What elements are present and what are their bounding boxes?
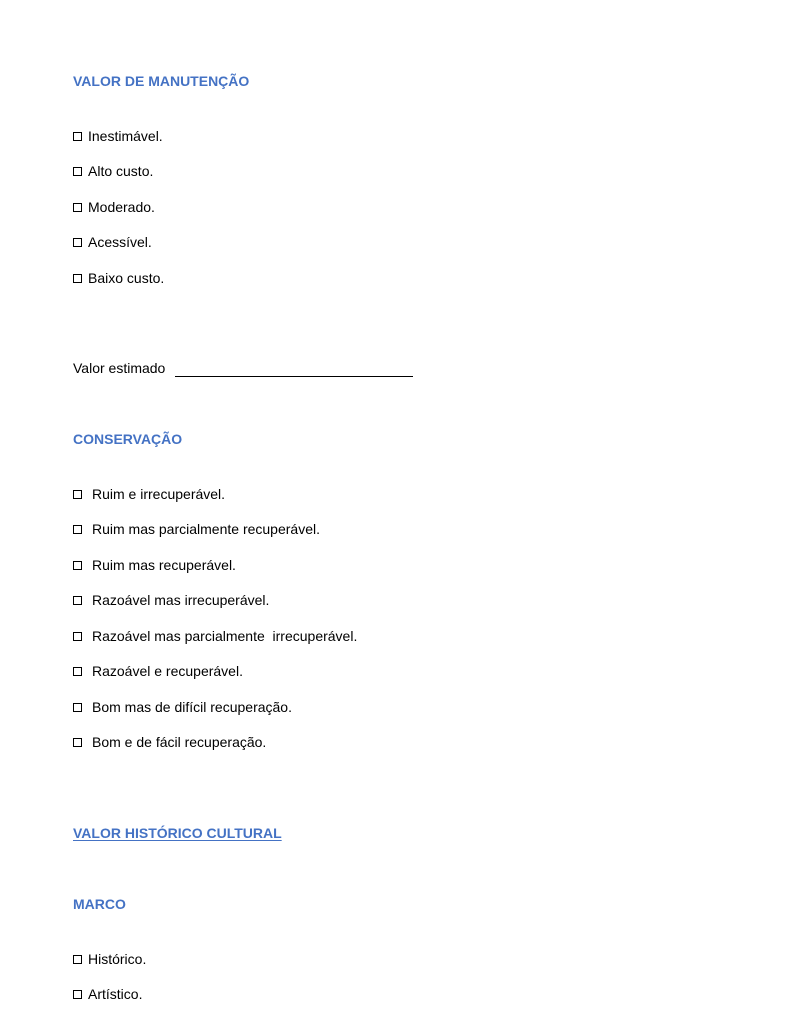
checkbox-option-baixo-custo[interactable] [73, 269, 164, 287]
checkbox-label: Ruim mas recuperável. [92, 557, 236, 573]
checkbox-label: Bom e de fácil recuperação. [92, 734, 267, 750]
checkbox-icon[interactable] [73, 167, 82, 176]
section-link-valor-historico-cultural[interactable]: VALOR HISTÓRICO CULTURAL [73, 825, 282, 841]
checkbox-option-artistico[interactable] [73, 985, 142, 1003]
valor-estimado-label: Valor estimado [73, 360, 166, 376]
checkbox-icon[interactable] [73, 132, 82, 141]
checkbox-icon[interactable] [73, 738, 82, 747]
checkbox-icon[interactable] [73, 990, 82, 999]
checkbox-label: Histórico. [88, 951, 147, 967]
checkbox-label: Inestimável. [88, 128, 163, 144]
section-title-manutencao: VALOR DE MANUTENÇÃO [73, 73, 250, 89]
checkbox-icon[interactable] [73, 203, 82, 212]
checkbox-option-conservacao-1[interactable] [73, 485, 225, 503]
checkbox-label: Bom mas de difícil recuperação. [92, 699, 292, 715]
checkbox-option-conservacao-5[interactable] [73, 627, 357, 645]
section-title-marco: MARCO [73, 896, 126, 912]
checkbox-option-conservacao-4[interactable] [73, 591, 269, 609]
valor-estimado-row [73, 359, 413, 377]
checkbox-label: Ruim mas parcialmente recuperável. [92, 521, 320, 537]
checkbox-option-conservacao-2[interactable] [73, 520, 320, 538]
checkbox-icon[interactable] [73, 667, 82, 676]
checkbox-icon[interactable] [73, 632, 82, 641]
checkbox-label: Razoável mas parcialmente irrecuperável. [92, 628, 358, 644]
checkbox-label: Moderado. [88, 199, 155, 215]
checkbox-icon[interactable] [73, 561, 82, 570]
checkbox-option-conservacao-6[interactable] [73, 662, 243, 680]
checkbox-icon[interactable] [73, 703, 82, 712]
valor-estimado-field[interactable] [175, 361, 413, 377]
checkbox-option-conservacao-8[interactable] [73, 733, 266, 751]
checkbox-label: Acessível. [88, 234, 152, 250]
checkbox-label: Razoável e recuperável. [92, 663, 243, 679]
checkbox-icon[interactable] [73, 955, 82, 964]
checkbox-option-inestimavel[interactable] [73, 127, 163, 145]
checkbox-option-moderado[interactable] [73, 198, 155, 216]
checkbox-label: Alto custo. [88, 163, 154, 179]
checkbox-option-conservacao-3[interactable] [73, 556, 236, 574]
checkbox-icon[interactable] [73, 274, 82, 283]
checkbox-label: Artístico. [88, 986, 143, 1002]
checkbox-option-historico[interactable] [73, 950, 146, 968]
checkbox-icon[interactable] [73, 238, 82, 247]
checkbox-label: Baixo custo. [88, 270, 165, 286]
checkbox-option-conservacao-7[interactable] [73, 698, 292, 716]
checkbox-option-alto-custo[interactable] [73, 162, 153, 180]
checkbox-icon[interactable] [73, 490, 82, 499]
section-title-conservacao: CONSERVAÇÃO [73, 431, 183, 447]
checkbox-icon[interactable] [73, 596, 82, 605]
checkbox-label: Ruim e irrecuperável. [92, 486, 226, 502]
checkbox-icon[interactable] [73, 525, 82, 534]
checkbox-label: Razoável mas irrecuperável. [92, 592, 270, 608]
checkbox-option-acessivel[interactable] [73, 233, 152, 251]
